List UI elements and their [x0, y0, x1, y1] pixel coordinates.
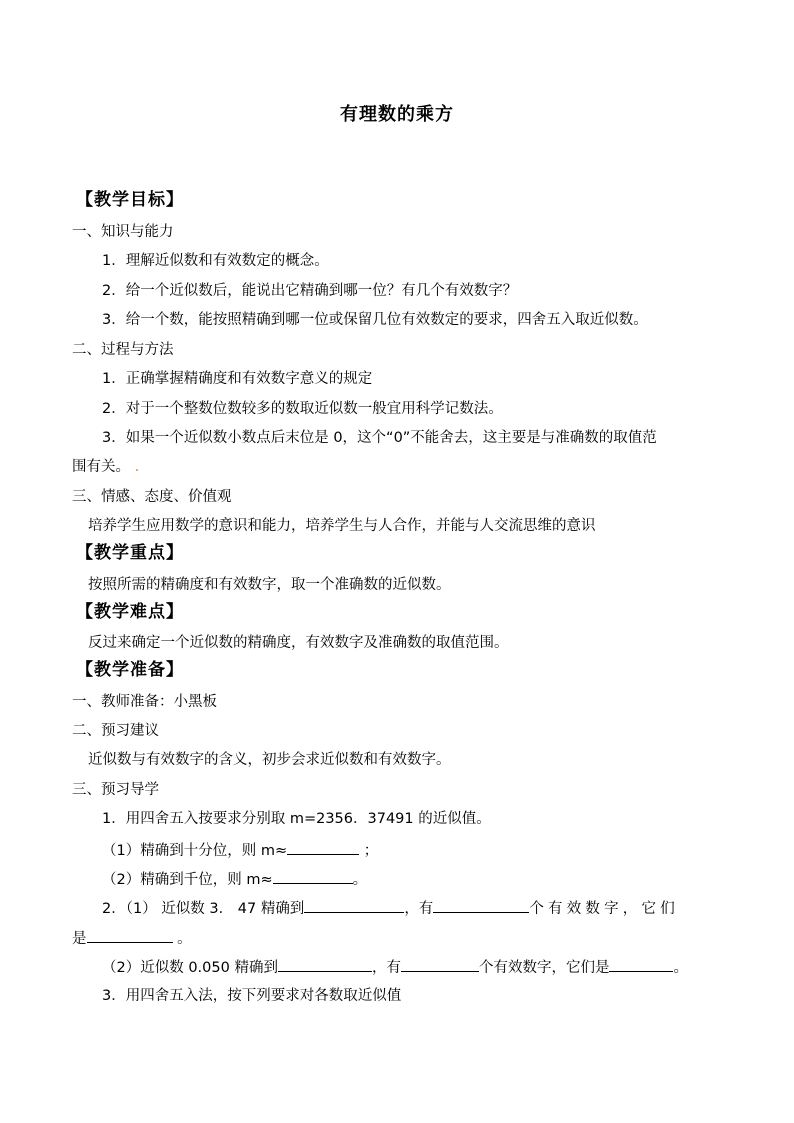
question-2a-line1 [102, 897, 679, 919]
key-points-text: 按照所需的精确度和有效数字，取一个准确数的近似数。 [88, 577, 451, 593]
process-item-2: 2．对于一个整数位数较多的数取近似数一般宜用科学记数法。 [102, 401, 503, 417]
answer-blank-2b-count[interactable] [401, 956, 479, 972]
question-1: 1．用四舍五入按要求分别取 m=2356．37491 的近似值。 [102, 811, 491, 827]
process-item-3-line2 [72, 457, 139, 477]
question-2b [102, 956, 688, 978]
answer-blank-2a-count[interactable] [433, 897, 529, 913]
heading-teaching-goals: 【教学目标】 [76, 190, 184, 210]
question-1a [102, 839, 378, 861]
prep-teacher: 一、教师准备：小黑板 [72, 694, 217, 710]
question-1a-suffix: ； [359, 843, 379, 859]
question-1b [102, 868, 367, 890]
question-2a-are: 是 [72, 931, 87, 947]
question-2b-end: 。 [673, 960, 688, 976]
answer-blank-2a-digits[interactable] [87, 927, 173, 943]
process-item-3-line1: 3．如果一个近似数小数点后末位是 0，这个“0”不能舍去，这主要是与准确数的取值范 [102, 430, 657, 446]
emotion-text: 培养学生应用数学的意识和能力，培养学生与人合作，并能与人交流思维的意识 [88, 518, 596, 534]
question-1a-prompt: （1）精确到十分位，则 m≈ [102, 843, 288, 859]
answer-blank-2b-precision[interactable] [278, 956, 372, 972]
question-2a-tail: 个有效数字，它们 [529, 901, 679, 917]
goal-item-3: 3．给一个数，能按照精确到哪一位或保留几位有效数定的要求，四舍五入取近似数。 [102, 312, 648, 328]
process-item-1: 1．正确掌握精确度和有效数字意义的规定 [102, 371, 373, 387]
question-2a-has: ，有 [404, 901, 434, 917]
question-1b-prompt: （2）精确到千位，则 m≈ [102, 872, 273, 888]
heading-difficulties: 【教学难点】 [76, 602, 184, 622]
question-3: 3．用四舍五入法，按下列要求对各数取近似值 [102, 988, 402, 1004]
goal-item-1: 1．理解近似数和有效数定的概念。 [102, 253, 329, 269]
stray-dot: . [134, 459, 140, 475]
section-knowledge-ability: 一、知识与能力 [72, 224, 174, 240]
question-2b-are: 个有效数字，它们是 [478, 960, 610, 976]
question-2b-has: ，有 [371, 960, 401, 976]
prep-suggestion: 二、预习建议 [72, 723, 159, 739]
prep-guide: 三、预习导学 [72, 782, 159, 798]
prep-suggestion-text: 近似数与有效数字的含义，初步会求近似数和有效数字。 [88, 752, 451, 768]
section-process-method: 二、过程与方法 [72, 342, 174, 358]
question-2a-line2 [72, 927, 192, 949]
answer-blank-1a[interactable] [287, 839, 359, 855]
answer-blank-2a-precision[interactable] [304, 897, 404, 913]
heading-preparation: 【教学准备】 [76, 660, 184, 680]
section-emotion-attitude: 三、情感、态度、价值观 [72, 489, 232, 505]
question-2a-end: 。 [172, 931, 192, 947]
question-2b-prompt: （2）近似数 0.050 精确到 [102, 960, 278, 976]
goal-item-2: 2．给一个近似数后，能说出它精确到哪一位？有几个有效数字？ [102, 283, 518, 299]
difficulties-text: 反过来确定一个近似数的精确度，有效数字及准确数的取值范围。 [88, 635, 509, 651]
question-1b-suffix: 。 [352, 872, 368, 888]
answer-blank-1b[interactable] [273, 868, 353, 884]
heading-key-points: 【教学重点】 [76, 543, 184, 563]
question-2a-prompt: 2．（1） 近似数 3． 47 精确到 [102, 901, 305, 917]
process-item-3-tail: 围有关。 [72, 459, 130, 475]
page-title: 有理数的乘方 [340, 104, 454, 125]
answer-blank-2b-digits[interactable] [609, 956, 673, 972]
